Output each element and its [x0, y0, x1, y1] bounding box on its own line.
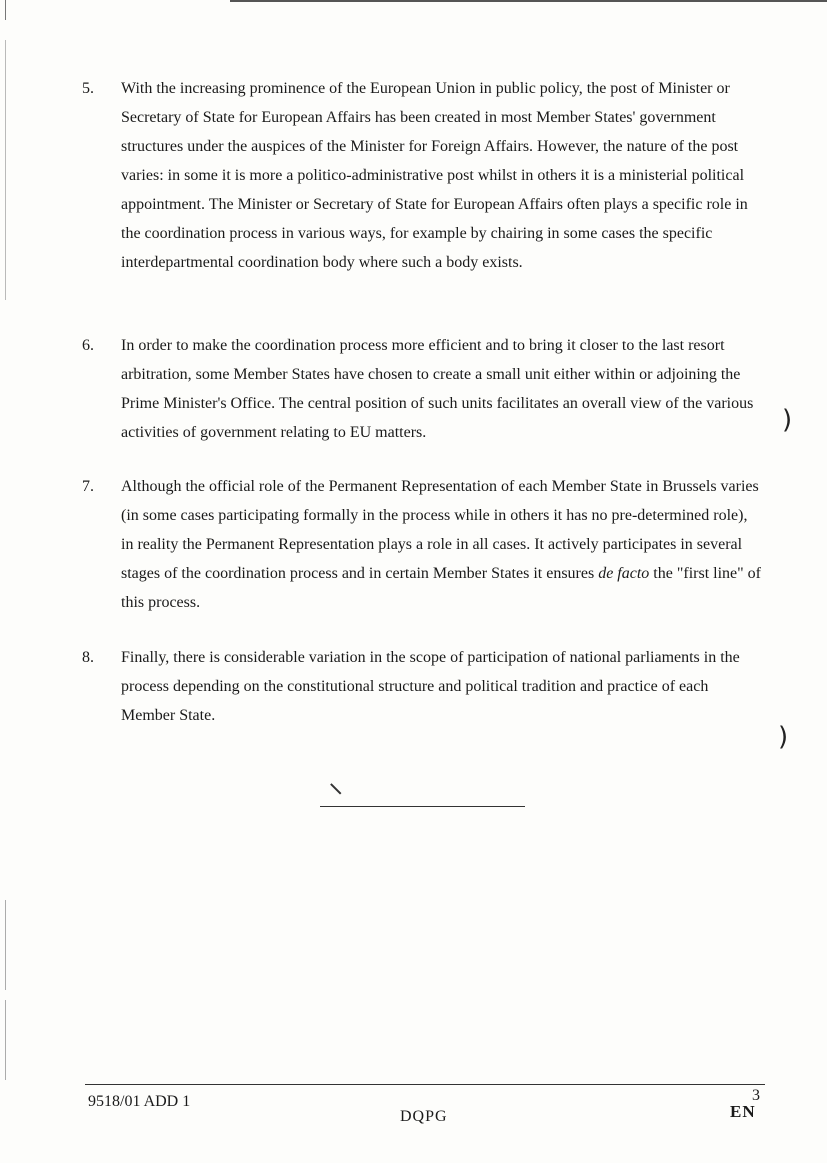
- paragraph-text-part: the "first line" of this process.: [121, 565, 761, 611]
- binder-hole-mark: ): [782, 405, 793, 435]
- paragraph-text-part: Although the official role of the Permanent Representation of each Member State in Brussels varies (in some cases participating formally in the process while in others it has no pre-determined role), in reality the Permanent Representation plays a role in all cases. It actively participates in several stages of the coordination process and in certain Member States it ensures: [121, 478, 759, 582]
- page-number: 3: [752, 1087, 760, 1104]
- pen-mark: [330, 783, 341, 794]
- paragraph-text: With the increasing prominence of the European Union in public policy, the post of Minister or Secretary of State for European Affairs has been created in most Member States' government structures under the auspices of the Minister for Foreign Affairs. However, the nature of the post varies: in some it is more a politico-administrative post whilst in others it is a ministerial political appointment. The Minister or Secretary of State for European Affairs often plays a specific role in the coordination process in various ways, for example by chairing in some cases the specific interdepartmental coordination body where such a body exists.: [121, 80, 748, 271]
- paragraph-text: [121, 472, 761, 617]
- paragraph-number: 5.: [82, 80, 94, 97]
- paragraph-number: 7.: [82, 478, 94, 495]
- italic-term: de facto: [598, 565, 650, 582]
- left-scan-mark: [5, 0, 6, 20]
- left-scan-mark: [5, 40, 6, 300]
- left-scan-mark: [5, 1000, 6, 1080]
- paragraph-text: In order to make the coordination process more efficient and to bring it closer to the last resort arbitration, some Member States have chosen to create a small unit either within or adjoining the Prime Minister's Office. The central position of such units facilitates an overall view of the various activities of government relating to EU matters.: [121, 337, 754, 441]
- top-scan-edge: [230, 0, 827, 2]
- document-reference: 9518/01 ADD 1: [88, 1093, 191, 1110]
- language-code: EN: [730, 1102, 756, 1121]
- paragraph-text: Finally, there is considerable variation in the scope of participation of national parliaments in the process depending on the constitutional structure and political tradition and practice of each Member State.: [121, 649, 740, 724]
- left-scan-mark: [5, 900, 6, 990]
- department-code: DQPG: [400, 1108, 448, 1125]
- paragraph-number: 6.: [82, 337, 94, 354]
- footer-rule: [85, 1084, 765, 1085]
- paragraph-number: 8.: [82, 649, 94, 666]
- end-separator-line: [320, 806, 525, 807]
- binder-hole-mark: ): [778, 722, 789, 752]
